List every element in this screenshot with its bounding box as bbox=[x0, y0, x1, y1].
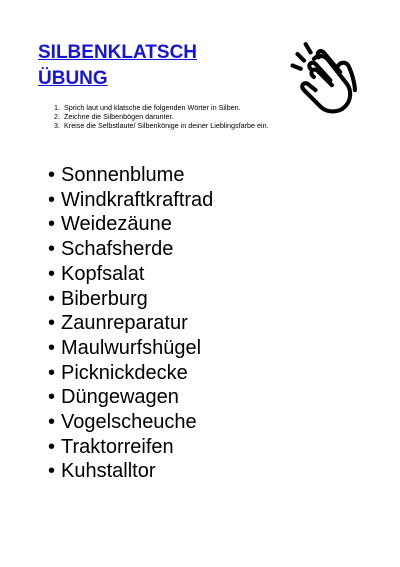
word-item: • Kuhstalltor bbox=[48, 459, 213, 484]
instructions-list bbox=[36, 103, 282, 130]
word-item: • Zaunreparatur bbox=[48, 311, 213, 336]
word-list bbox=[48, 163, 213, 484]
word-item: • Vogelscheuche bbox=[48, 410, 213, 435]
word-item: • Biberburg bbox=[48, 287, 213, 312]
word-item: • Windkraftkraftrad bbox=[48, 188, 213, 213]
clapping-hands-icon bbox=[286, 36, 368, 118]
word-item: • Sonnenblume bbox=[48, 163, 213, 188]
worksheet-title[interactable] bbox=[38, 40, 238, 92]
title-line-2: ÜBUNG bbox=[38, 68, 108, 89]
word-item: • Traktorreifen bbox=[48, 435, 213, 460]
instruction-item: 2. Zeichne die Silbenbögen darunter. bbox=[62, 112, 282, 121]
word-item: • Düngewagen bbox=[48, 385, 213, 410]
word-item: • Schafsherde bbox=[48, 237, 213, 262]
instruction-item: 3. Kreise die Selbstlaute/ Silbenkönige in deiner Lieblingsfarbe ein. bbox=[62, 121, 282, 130]
instruction-item: 1. Sprich laut und klatsche die folgenden Wörter in Silben. bbox=[62, 103, 282, 112]
word-item: • Weidezäune bbox=[48, 212, 213, 237]
word-item: • Picknickdecke bbox=[48, 361, 213, 386]
word-item: • Maulwurfshügel bbox=[48, 336, 213, 361]
title-line-1: SILBENKLATSCH bbox=[38, 42, 198, 63]
word-item: • Kopfsalat bbox=[48, 262, 213, 287]
